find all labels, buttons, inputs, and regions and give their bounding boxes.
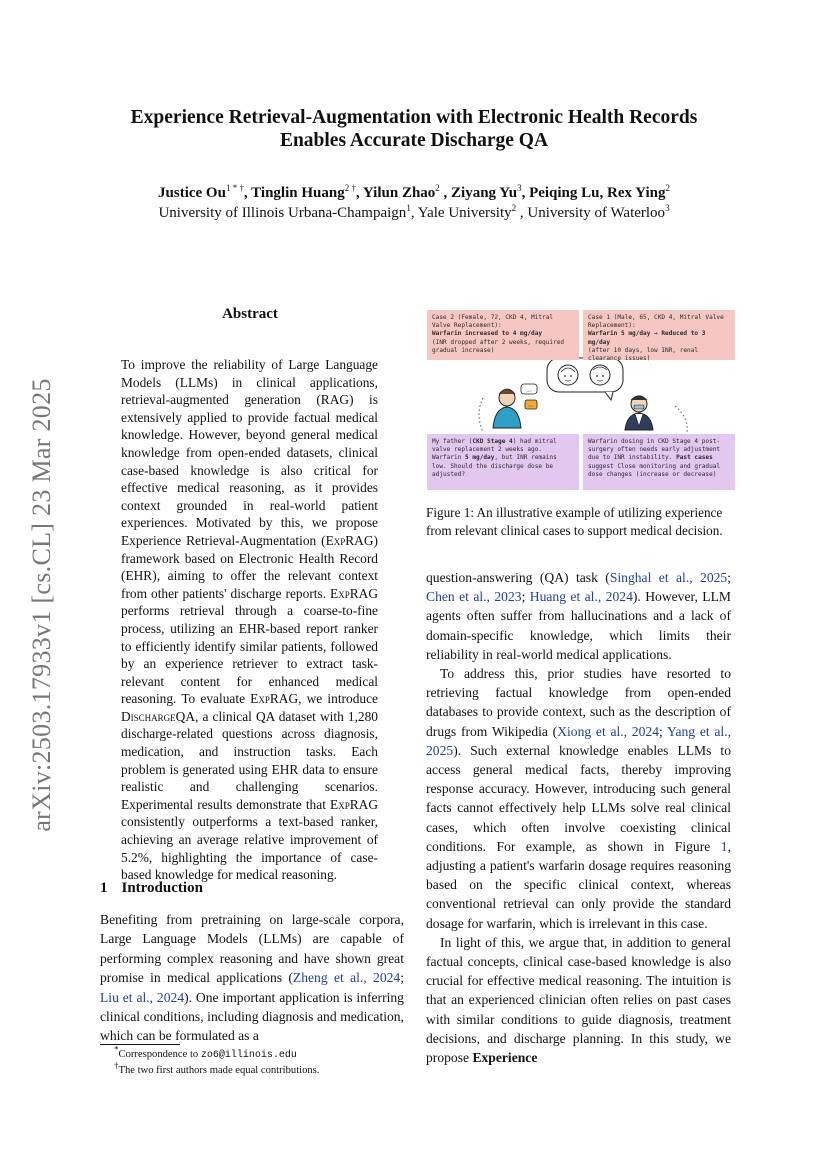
right-paragraph-3 bbox=[426, 933, 731, 1067]
right-text-5: To address this, prior studies have resorted to retrieving factual knowledge from open-ended databases to provide context, such as the description of drugs from Wikipedia ( bbox=[426, 666, 731, 739]
question-dose: 5 mg/day bbox=[465, 454, 495, 462]
citation-link[interactable]: Zheng et al., 2024 bbox=[292, 970, 401, 986]
case-card-2 bbox=[427, 310, 579, 360]
author-5: , Peiqing Lu, Rex Ying bbox=[521, 185, 666, 201]
footnote-rule bbox=[100, 1044, 180, 1045]
abstract-heading: Abstract bbox=[222, 306, 278, 322]
speech-bubbles bbox=[521, 384, 537, 409]
intro-paragraph bbox=[100, 910, 404, 1046]
arxiv-id: arXiv:2503.17933v1 [cs.CL] 23 Mar 2025 bbox=[27, 378, 56, 832]
case-2-dosage: Warfarin increased to 4 mg/day bbox=[432, 330, 543, 338]
method-name: ExpRAG bbox=[325, 532, 374, 548]
doctor-figure bbox=[625, 396, 653, 430]
connector-right bbox=[675, 406, 687, 432]
abstract-text-5: , a clinical QA dataset with 1,280 discharge-related questions across diagnosis, medication, and instruction tasks. Each problem is generated using EHR data to ensure realistic and challenging scenarios. Experimental results demonstrate that bbox=[121, 708, 378, 812]
case-2-note: (INR dropped after 2 weeks, required gradual increase) bbox=[432, 338, 565, 354]
abstract-text-4: , we introduce bbox=[298, 691, 378, 707]
right-text-1: question-answering (QA) task ( bbox=[426, 570, 610, 585]
right-text-2: ; bbox=[727, 570, 731, 585]
citation-link[interactable]: Yang et al., 2025 bbox=[426, 723, 731, 758]
author-3-marks: 2 bbox=[435, 183, 440, 193]
answer-bold: Past cases bbox=[676, 454, 713, 462]
section-number: 1 bbox=[100, 880, 108, 896]
author-1: Justice Ou bbox=[158, 185, 226, 201]
footnotes bbox=[100, 1044, 404, 1078]
author-4: , Ziyang Yu bbox=[439, 185, 518, 201]
right-text-7: ). Such external knowledge enables LLMs to access general medical facts, thereby improving response accuracy. However, introducing such general facts cannot effectively help LLMs solve real clinical cases, which often involve coexisting clinical conditions. For example, as shown in Figure bbox=[426, 742, 731, 854]
thought-bubble bbox=[547, 358, 623, 400]
footnote-1-text: Correspondence to bbox=[118, 1049, 201, 1060]
abstract-body bbox=[121, 356, 378, 884]
svg-text:...: ... bbox=[528, 401, 534, 409]
connector-left bbox=[479, 398, 483, 432]
question-text-3: , but INR remains low. Should the discharge dose be adjusted? bbox=[432, 454, 557, 478]
method-name: ExpRAG bbox=[330, 796, 378, 812]
intro-text-2: ; bbox=[400, 970, 404, 986]
abstract-text-1: To improve the reliability of Large Language Models (LLMs) in clinical applications, retrieval-augmented generation (RAG) is extensively applied to provide factual medical knowledge. However, beyond general medical knowledge from open-ended datasets, clinical case-based knowledge is also critical for effective medical reasoning, as it provides context grounded in real-world patient experiences. Motivated by this, we propose Experience Retrieval-Augmentation ( bbox=[121, 357, 378, 548]
author-2-marks: 2 † bbox=[344, 183, 356, 193]
author-4-marks: 3 bbox=[517, 183, 522, 193]
citation-link[interactable]: Singhal et al., 2025 bbox=[609, 570, 728, 585]
intro-text-1: Benefiting from pretraining on large-scale corpora, Large Language Models (LLMs) are capable of performing complex reasoning and have shown great promise in medical applications ( bbox=[100, 912, 404, 986]
author-3: , Yilun Zhao bbox=[355, 185, 436, 201]
abstract-text-3: performs retrieval through a coarse-to-fine process, utilizing an EHR-based report ranker to efficiently identify similar patients, followed by an experience retriever to extract task-relevant content for enhanced medical reasoning. To evaluate bbox=[121, 603, 378, 707]
citation-link[interactable]: Chen et al., 2023 bbox=[426, 589, 522, 605]
abstract-text-2: ) framework based on Electronic Health Record (EHR), aiming to offer the relevant context from other patients' discharge reports. bbox=[121, 532, 378, 601]
right-paragraph-1 bbox=[426, 568, 731, 664]
right-text-4: ). However, LLM agents often suffer from hallucinations and a lack of domain-specific knowledge, which limits their reliability in real-world medical applications. bbox=[426, 589, 732, 662]
affiliations bbox=[60, 205, 768, 222]
dataset-name: DischargeQA bbox=[121, 708, 196, 724]
case-1-dosage: Warfarin 5 mg/day → Reduced to 3 mg/day bbox=[588, 330, 706, 346]
abstract-text-6: consistently outperforms a text-based ranker, achieving an average relative improvement of 5.2%, highlighting the importance of case-based knowledge for medical reasoning. bbox=[121, 814, 378, 883]
footnote-correspondence: *Correspondence to zo6@illinois.edu bbox=[114, 1044, 297, 1061]
author-list bbox=[60, 185, 768, 202]
paper-title bbox=[80, 106, 748, 152]
section-title: Introduction bbox=[121, 880, 203, 896]
figure-reference-link[interactable]: 1 bbox=[720, 838, 728, 854]
question-text-2: ) had mitral valve replacement 2 weeks ago. Warfarin bbox=[432, 438, 557, 462]
footnote-equal-contribution: †The two first authors made equal contributions. bbox=[114, 1059, 320, 1076]
citation-link[interactable]: Liu et al., 2024 bbox=[100, 989, 185, 1005]
right-paragraph-2 bbox=[426, 664, 731, 933]
citation-link[interactable]: Xiong et al., 2024 bbox=[557, 723, 659, 739]
case-2-title: Case 2 (Female, 72, CKD 4, Mitral Valve Replacement): bbox=[432, 314, 554, 330]
affiliation-1: University of Illinois Urbana-Champaign bbox=[158, 205, 407, 221]
patient-figure bbox=[493, 389, 521, 428]
answer-text-2: suggest Close monitoring and gradual dose changes (increase or decrease) bbox=[588, 462, 721, 478]
case-card-1 bbox=[583, 310, 735, 363]
affiliation-2: , Yale University bbox=[410, 205, 512, 221]
right-text-3: ; bbox=[521, 589, 530, 605]
doctor-answer-card bbox=[583, 434, 735, 490]
case-1-note: (after 10 days, low INR, renal clearance issues) bbox=[588, 346, 699, 363]
title-line-2: Enables Accurate Discharge QA bbox=[279, 130, 549, 151]
method-emphasis: Experience bbox=[472, 1050, 538, 1066]
figure-1 bbox=[425, 306, 737, 492]
citation-link[interactable]: Huang et al., 2024 bbox=[529, 589, 633, 605]
question-condition: CKD Stage 4 bbox=[472, 438, 513, 445]
affiliation-3-mark: 3 bbox=[665, 203, 670, 213]
right-text-6: ; bbox=[659, 723, 668, 739]
method-name: ExpRAG bbox=[330, 585, 378, 601]
affiliation-1-mark: 1 bbox=[406, 203, 411, 213]
question-text-1: My father ( bbox=[432, 438, 473, 445]
figure-caption: Figure 1: An illustrative example of utilizing experience from relevant clinical cases to support medical decision. bbox=[426, 505, 723, 538]
intro-text-3: ). One important application is inferring clinical conditions, including diagnosis and medication, which can be formulated as a bbox=[100, 989, 404, 1044]
affiliation-3: , University of Waterloo bbox=[516, 205, 666, 221]
affiliation-2-mark: 2 bbox=[511, 203, 517, 213]
author-2: , Tinglin Huang bbox=[243, 185, 345, 201]
arxiv-stamp bbox=[27, 360, 56, 850]
patient-question-card bbox=[427, 434, 579, 490]
svg-text:...: ... bbox=[526, 386, 532, 394]
answer-text-1: Warfarin dosing in CKD Stage 4 post-surgery often needs early adjustment due to INR instability. bbox=[588, 438, 721, 462]
author-1-marks: 1 * † bbox=[225, 183, 244, 193]
footnote-email: zo6@illinois.edu bbox=[200, 1050, 297, 1061]
footnote-2-text: The two first authors made equal contributions. bbox=[118, 1064, 320, 1076]
right-text-9: In light of this, we argue that, in addition to general factual concepts, clinical case-based knowledge is also crucial for effective medical reasoning. The intuition is that an experienced clinician often relies on past cases with similar conditions to guide diagnosis, treatment decisions, and discharge planning. In this study, we propose bbox=[426, 934, 731, 1066]
case-1-title: Case 1 (Male, 65, CKD 4, Mitral Valve Replacement): bbox=[588, 314, 724, 330]
author-5-marks: 2 bbox=[665, 183, 670, 193]
method-name: ExpRAG bbox=[250, 691, 299, 707]
title-line-1: Experience Retrieval-Augmentation with Electronic Health Records bbox=[130, 107, 698, 128]
right-text-8: , adjusting a patient's warfarin dosage requires reasoning based on the specific clinical context, whereas conventional retrieval can only provide the standard dosage for warfarin, which is irrelevant in this case. bbox=[426, 838, 731, 931]
section-heading-introduction bbox=[100, 880, 203, 897]
right-column-text bbox=[426, 568, 731, 1067]
